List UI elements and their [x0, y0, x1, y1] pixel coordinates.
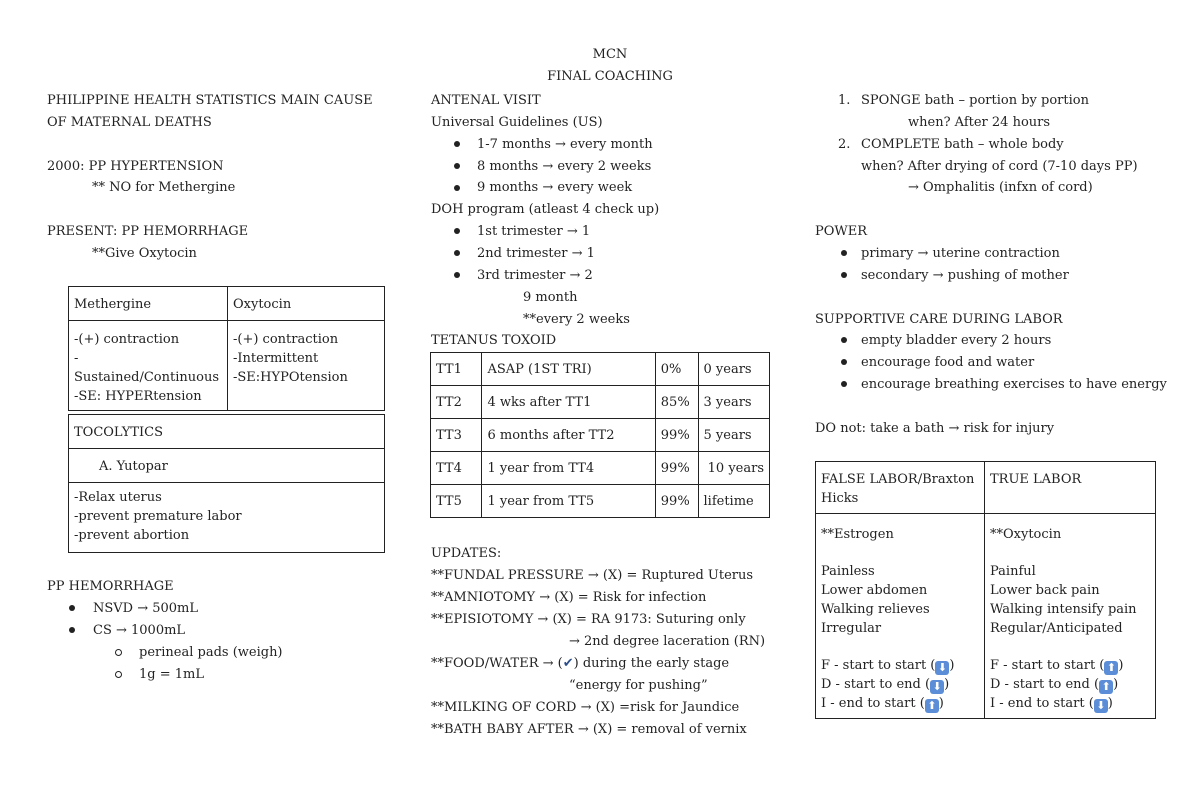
visit-item: 1-7 months → every month [477, 137, 653, 152]
stats-heading-1: PHILIPPINE HEALTH STATISTICS MAIN CAUSE [47, 93, 373, 108]
sponge-bath: SPONGE bath – portion by portion [861, 93, 1089, 108]
table-row [431, 452, 770, 485]
bullet-icon [841, 272, 847, 278]
true-labor-header: TRUE LABOR [990, 472, 1082, 487]
arrow-down-icon: ⬇ [1094, 699, 1108, 713]
sponge-bath-when: when? After 24 hours [908, 115, 1051, 130]
tt-dose: TT5 [436, 493, 462, 509]
update-item: **BATH BABY AFTER → (X) = removal of vernix [431, 722, 747, 737]
tt-dose: TT3 [436, 427, 462, 443]
hollow-bullet-icon [115, 671, 122, 678]
tetanus-heading: TETANUS TOXOID [431, 333, 557, 348]
drug-comparison-table [68, 286, 385, 411]
tt-schedule: ASAP (1ST TRI) [487, 361, 592, 377]
true-labor-sign: Lower back pain [990, 583, 1100, 598]
label: F - start to start ( [990, 658, 1105, 673]
false-labor-sign: Irregular [821, 621, 882, 636]
trimester-item: 3rd trimester → 2 [477, 268, 593, 283]
power-heading: POWER [815, 224, 868, 239]
label: ) [944, 677, 950, 692]
do-not-note: DO not: take a bath → risk for injury [815, 421, 1055, 436]
pph-item: NSVD → 500mL [93, 601, 199, 616]
tt-protection: 99% [660, 493, 690, 509]
arrow-up-icon: ⬆ [925, 699, 939, 713]
tt-protection: 99% [660, 460, 690, 476]
update-item [431, 653, 729, 674]
tocolytics-line: -prevent premature labor [74, 509, 242, 524]
trimester-item: 1st trimester → 1 [477, 224, 591, 239]
tocolytics-item: A. Yutopar [99, 459, 168, 474]
doc-title: MCN [592, 47, 628, 62]
visit-item: 8 months → every 2 weeks [477, 159, 652, 174]
universal-guidelines: Universal Guidelines (US) [431, 115, 603, 130]
visit-item: 9 months → every week [477, 180, 633, 195]
false-labor-sign: Lower abdomen [821, 583, 928, 598]
update-item: **EPISIOTOMY → (X) = RA 9173: Suturing only [431, 612, 746, 627]
tt-dose: TT2 [436, 394, 462, 410]
pph-subitem: 1g = 1mL [139, 667, 204, 682]
false-labor-hormone: **Estrogen [821, 527, 894, 542]
true-labor-sign: Regular/Anticipated [990, 621, 1123, 636]
trimester-note: **every 2 weeks [523, 312, 630, 327]
tt-schedule: 1 year from TT5 [487, 493, 595, 509]
false-labor-details [816, 514, 984, 717]
label: ) [1113, 677, 1119, 692]
oxytocin-line: -Intermittent [233, 351, 319, 366]
true-labor-interval [990, 694, 1150, 713]
arrow-up-icon: ⬆ [1104, 661, 1118, 675]
trimester-item: 2nd trimester → 1 [477, 246, 595, 261]
methergine-line: -SE: HYPERtension [74, 389, 202, 404]
false-labor-sign: Walking relieves [821, 602, 930, 617]
year-2000: 2000: PP HYPERTENSION [47, 159, 224, 174]
updates-heading: UPDATES: [431, 546, 502, 561]
tt-schedule: 4 wks after TT1 [487, 394, 592, 410]
power-item: primary → uterine contraction [861, 246, 1060, 261]
update-item: **AMNIOTOMY → (X) = Risk for infection [431, 590, 707, 605]
update-text: ) during the early stage [573, 656, 730, 671]
table-row [431, 353, 770, 386]
pph-subitem: perineal pads (weigh) [139, 645, 283, 660]
bullet-icon [454, 250, 460, 256]
table-row [431, 419, 770, 452]
true-labor-frequency [990, 656, 1150, 675]
tt-duration: lifetime [703, 493, 754, 509]
table-row [431, 485, 770, 518]
table-row [431, 386, 770, 419]
tocolytics-table [68, 414, 385, 553]
oxytocin-line: -(+) contraction [233, 332, 339, 347]
tocolytics-line: -prevent abortion [74, 528, 190, 543]
update-subitem: “energy for pushing” [569, 678, 708, 693]
bullet-icon [454, 228, 460, 234]
list-number: 1. [838, 93, 851, 108]
tt-duration: 3 years [703, 394, 752, 410]
supportive-item: encourage food and water [861, 355, 1035, 370]
bullet-icon [841, 381, 847, 387]
methergine-header: Methergine [74, 297, 152, 312]
bullet-icon [454, 185, 460, 191]
true-labor-hormone: **Oxytocin [990, 527, 1062, 542]
antenal-heading: ANTENAL VISIT [431, 93, 541, 108]
hollow-bullet-icon [115, 649, 122, 656]
arrow-up-icon: ⬆ [1099, 680, 1113, 694]
pph-item: CS → 1000mL [93, 623, 186, 638]
tt-dose: TT4 [436, 460, 462, 476]
update-text: **FOOD/WATER → ( [431, 656, 563, 671]
true-labor-sign: Walking intensify pain [990, 602, 1137, 617]
true-labor-duration [990, 675, 1150, 694]
false-labor-header: FALSE LABOR/Braxton Hicks [821, 472, 975, 506]
label: ) [1118, 658, 1124, 673]
tt-protection: 99% [660, 427, 690, 443]
true-labor-details [985, 514, 1155, 717]
supportive-heading: SUPPORTIVE CARE DURING LABOR [815, 312, 1063, 327]
oxytocin-details [228, 321, 384, 391]
tt-protection: 85% [660, 394, 690, 410]
label: ) [1107, 696, 1113, 711]
present-cause: PRESENT: PP HEMORRHAGE [47, 224, 249, 239]
bullet-icon [69, 627, 75, 633]
label: ) [949, 658, 955, 673]
complete-bath: COMPLETE bath – whole body [861, 137, 1064, 152]
arrow-down-icon: ⬇ [930, 680, 944, 694]
checkmark-icon: ✔ [562, 656, 574, 671]
tt-duration: 5 years [703, 427, 752, 443]
doh-program: DOH program (atleast 4 check up) [431, 202, 660, 217]
tt-duration: 0 years [703, 361, 752, 377]
supportive-item: empty bladder every 2 hours [861, 333, 1052, 348]
arrow-down-icon: ⬇ [935, 661, 949, 675]
tocolytics-title: TOCOLYTICS [74, 425, 163, 440]
year-2000-note: ** NO for Methergine [92, 180, 236, 195]
bullet-icon [841, 337, 847, 343]
label: F - start to start ( [821, 658, 936, 673]
true-labor-sign: Painful [990, 564, 1036, 579]
label: I - end to start ( [821, 696, 925, 711]
tt-duration: 10 years [703, 460, 764, 476]
power-item: secondary → pushing of mother [861, 268, 1069, 283]
label: I - end to start ( [990, 696, 1094, 711]
oxytocin-header: Oxytocin [233, 297, 292, 312]
label: ) [938, 696, 944, 711]
update-subitem: → 2nd degree laceration (RN) [569, 634, 766, 649]
update-item: **MILKING OF CORD → (X) =risk for Jaundice [431, 700, 740, 715]
false-labor-duration [821, 675, 979, 694]
methergine-line: -(+) contraction [74, 332, 180, 347]
bullet-icon [454, 163, 460, 169]
methergine-details [69, 321, 227, 410]
tocolytics-details [69, 483, 384, 549]
bullet-icon [454, 272, 460, 278]
list-number: 2. [838, 137, 851, 152]
label: D - start to end ( [821, 677, 931, 692]
present-note: **Give Oxytocin [92, 246, 197, 261]
doc-subtitle: FINAL COACHING [547, 69, 673, 84]
trimester-note: 9 month [523, 290, 578, 305]
tt-protection: 0% [660, 361, 682, 377]
complete-bath-note: → Omphalitis (infxn of cord) [908, 180, 1093, 195]
oxytocin-line: -SE:HYPOtension [233, 370, 348, 385]
update-item: **FUNDAL PRESSURE → (X) = Ruptured Uterus [431, 568, 754, 583]
false-labor-interval [821, 694, 979, 713]
stats-heading-2: OF MATERNAL DEATHS [47, 115, 212, 130]
bullet-icon [841, 250, 847, 256]
tt-dose: TT1 [436, 361, 462, 377]
false-labor-sign: Painless [821, 564, 875, 579]
bullet-icon [454, 141, 460, 147]
bullet-icon [69, 605, 75, 611]
label: D - start to end ( [990, 677, 1100, 692]
pph-heading: PP HEMORRHAGE [47, 579, 174, 594]
bullet-icon [841, 359, 847, 365]
tt-schedule: 6 months after TT2 [487, 427, 615, 443]
tt-schedule: 1 year from TT4 [487, 460, 595, 476]
false-labor-frequency [821, 656, 979, 675]
complete-bath-when: when? After drying of cord (7-10 days PP) [861, 159, 1138, 174]
tetanus-toxoid-table [430, 352, 770, 518]
tocolytics-line: -Relax uterus [74, 490, 162, 505]
labor-comparison-table [815, 461, 1156, 719]
methergine-line: -Sustained/Continuous [74, 351, 219, 385]
supportive-item: encourage breathing exercises to have energy [861, 377, 1167, 392]
